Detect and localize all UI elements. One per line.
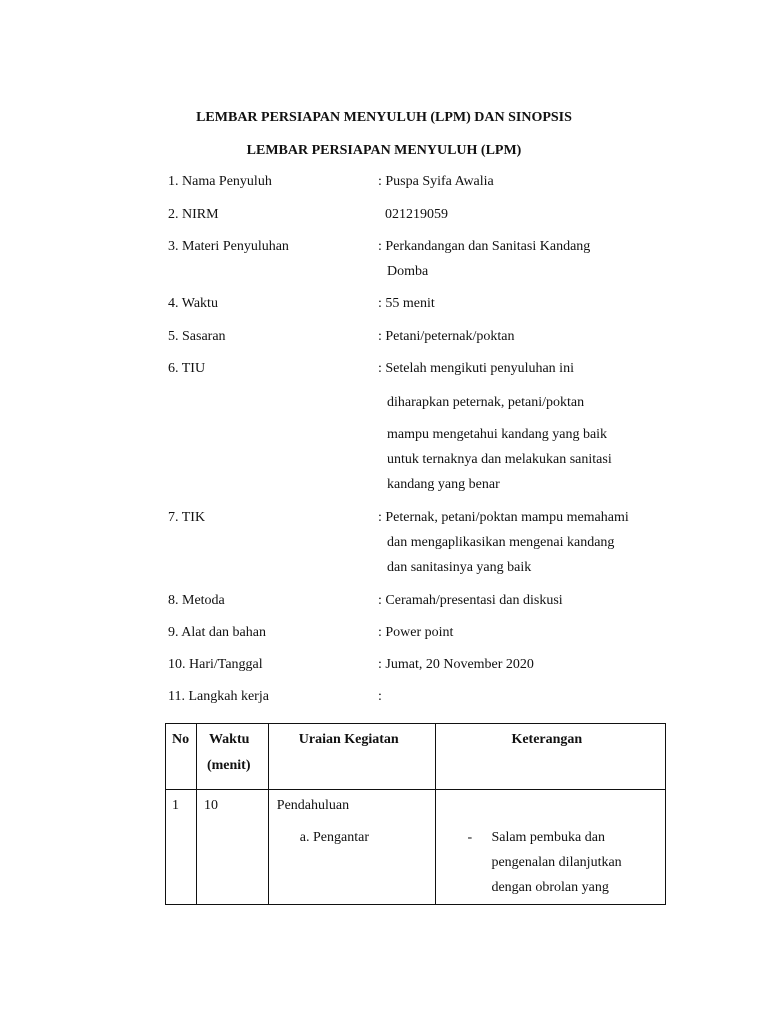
field-continuation: diharapkan peternak, petani/poktan bbox=[387, 395, 585, 410]
field-label: 10. Hari/Tanggal bbox=[168, 657, 263, 672]
field-label: 6. TIU bbox=[168, 361, 206, 376]
langkah-kerja-table bbox=[165, 723, 666, 905]
field-continuation: dan mengaplikasikan mengenai kandang bbox=[387, 535, 615, 550]
field-value: : bbox=[378, 689, 382, 704]
field-value: : Setelah mengikuti penyuluhan ini bbox=[378, 361, 574, 376]
header-waktu bbox=[196, 724, 268, 790]
field-label: 11. Langkah kerja bbox=[168, 689, 269, 704]
header-no-label: No bbox=[172, 732, 190, 747]
cell-uraian-sub: a. Pengantar bbox=[299, 830, 369, 845]
field-value: : 55 menit bbox=[378, 296, 435, 311]
cell-no bbox=[166, 790, 197, 905]
header-keterangan bbox=[436, 724, 666, 790]
field-label: 8. Metoda bbox=[168, 593, 225, 608]
field-label: 9. Alat dan bahan bbox=[168, 625, 266, 640]
field-value: : Puspa Syifa Awalia bbox=[378, 174, 494, 189]
document-heading: LEMBAR PERSIAPAN MENYULUH (LPM) DAN SINOPSIS bbox=[196, 110, 572, 125]
keterangan-line: pengenalan dilanjutkan bbox=[491, 855, 622, 870]
header-keterangan-label: Keterangan bbox=[511, 732, 583, 747]
field-continuation: kandang yang benar bbox=[387, 477, 500, 492]
keterangan-line: Salam pembuka dan bbox=[491, 830, 605, 845]
header-waktu-label: Waktu bbox=[208, 732, 250, 747]
cell-no-text: 1 bbox=[172, 798, 179, 813]
header-uraian-label: Uraian Kegiatan bbox=[298, 732, 399, 747]
field-value: : Power point bbox=[378, 625, 454, 640]
table-row bbox=[166, 790, 666, 905]
cell-uraian-text: Pendahuluan bbox=[276, 798, 350, 813]
field-label: 1. Nama Penyuluh bbox=[168, 174, 272, 189]
keterangan-line: dengan obrolan yang bbox=[491, 880, 609, 895]
field-value: : Jumat, 20 November 2020 bbox=[378, 657, 534, 672]
field-value: : Petani/peternak/poktan bbox=[378, 329, 515, 344]
field-label: 4. Waktu bbox=[168, 296, 218, 311]
field-value: : Peternak, petani/poktan mampu memahami bbox=[378, 510, 629, 525]
table-header-row bbox=[166, 724, 666, 790]
header-uraian bbox=[268, 724, 436, 790]
cell-uraian bbox=[268, 790, 436, 905]
field-continuation: Domba bbox=[387, 264, 429, 279]
field-continuation: dan sanitasinya yang baik bbox=[387, 560, 532, 575]
field-value: : Ceramah/presentasi dan diskusi bbox=[378, 593, 563, 608]
cell-keterangan bbox=[436, 790, 666, 905]
document-subheading: LEMBAR PERSIAPAN MENYULUH (LPM) bbox=[246, 143, 522, 158]
cell-waktu-text: 10 bbox=[203, 798, 218, 813]
header-no bbox=[166, 724, 197, 790]
field-label: 7. TIK bbox=[168, 510, 206, 525]
field-label: 3. Materi Penyuluhan bbox=[168, 239, 289, 254]
header-waktu-unit: (menit) bbox=[206, 758, 251, 773]
cell-waktu bbox=[196, 790, 268, 905]
field-continuation: mampu mengetahui kandang yang baik bbox=[387, 427, 608, 442]
field-label: 5. Sasaran bbox=[168, 329, 226, 344]
bullet-dash: - bbox=[467, 830, 473, 845]
field-label: 2. NIRM bbox=[168, 207, 219, 222]
field-continuation: untuk ternaknya dan melakukan sanitasi bbox=[387, 452, 612, 467]
field-value: : Perkandangan dan Sanitasi Kandang bbox=[378, 239, 591, 254]
field-value: 021219059 bbox=[378, 207, 448, 222]
